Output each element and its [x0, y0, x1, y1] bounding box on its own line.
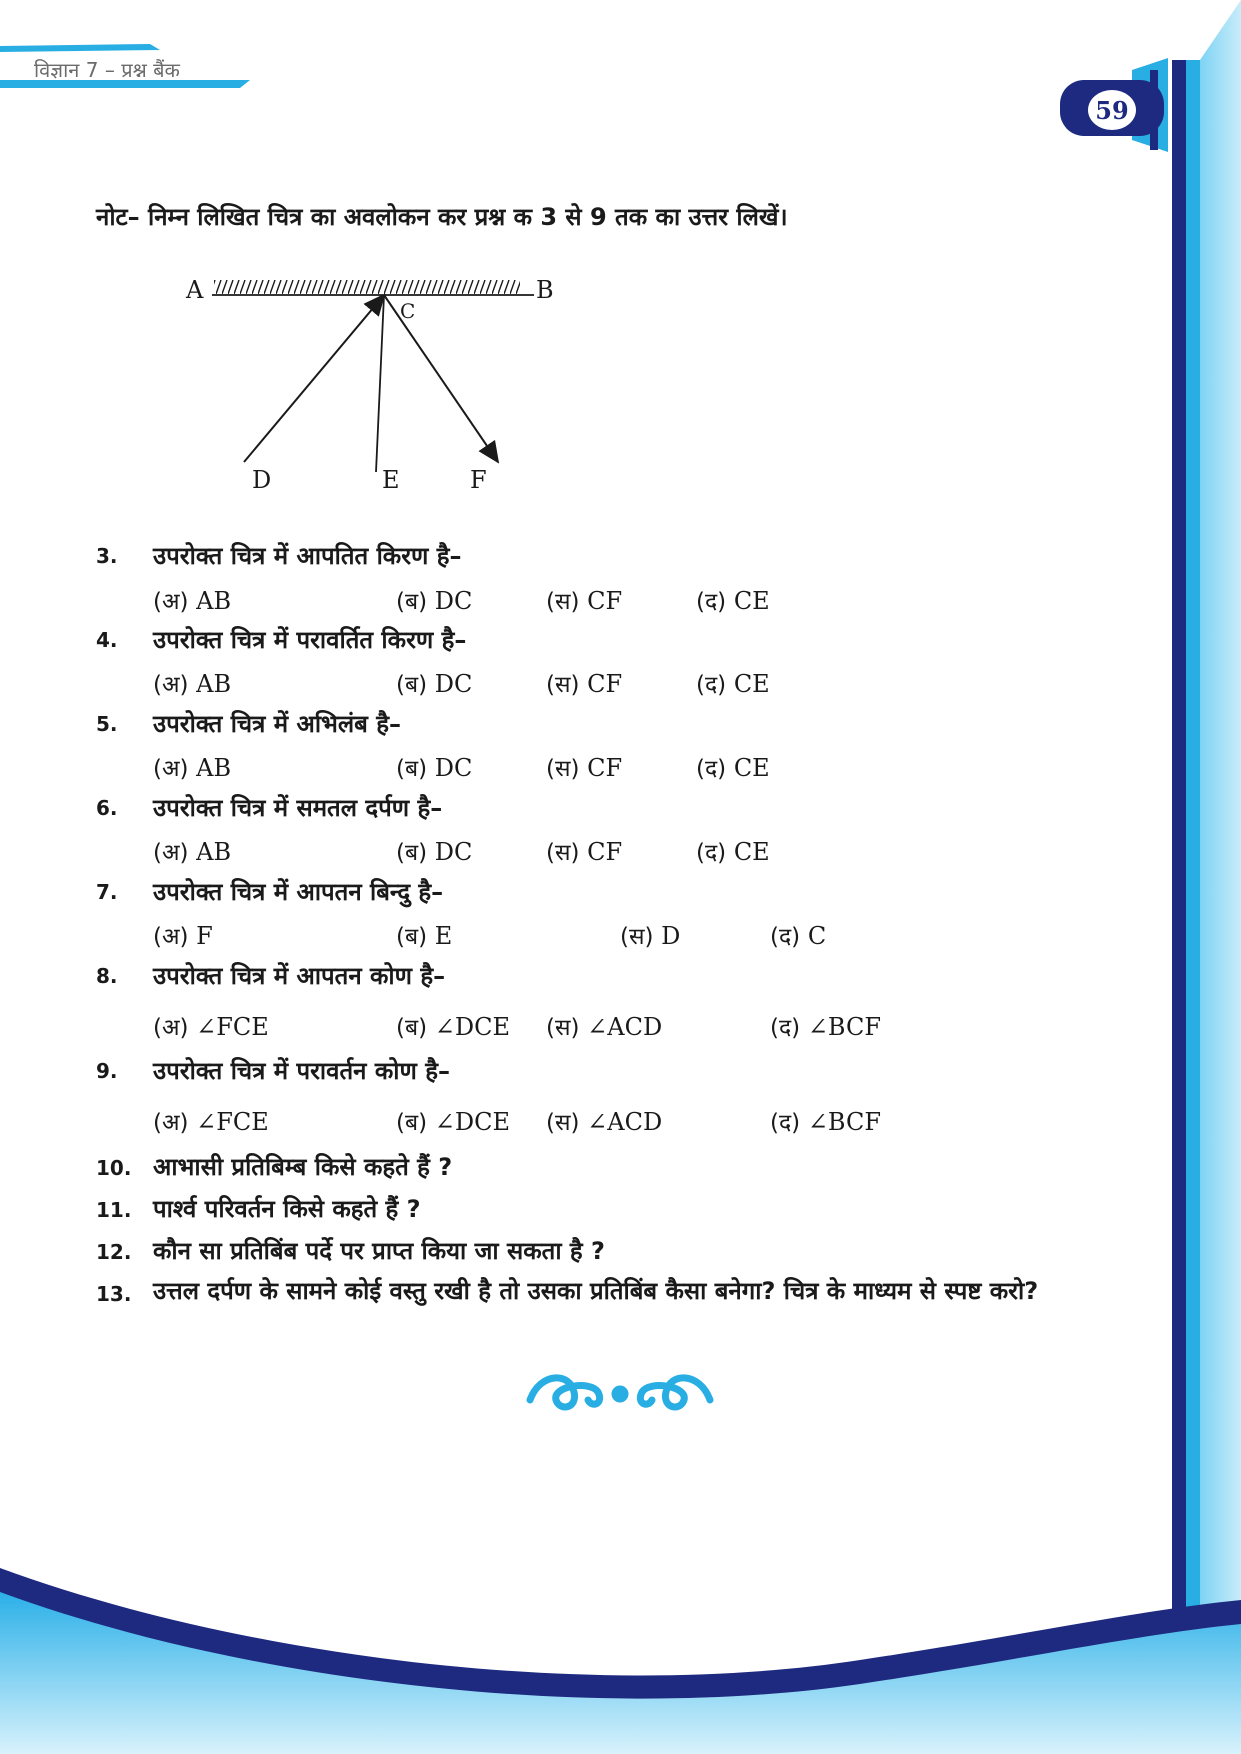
- option-a: (अ) F: [153, 922, 213, 950]
- option-d: (द) ∠BCF: [770, 1108, 882, 1136]
- question-text: उपरोक्त चित्र में समतल दर्पण है–: [153, 794, 443, 822]
- label-e: E: [382, 466, 400, 494]
- option-c: (स) ∠ACD: [546, 1013, 663, 1041]
- side-band: [1200, 0, 1241, 1754]
- header-strip: [0, 44, 160, 52]
- label-c: C: [400, 299, 416, 323]
- page-tab-edge: [1150, 70, 1158, 150]
- option-c: (स) CF: [546, 587, 623, 615]
- option-b: (ब) DC: [396, 670, 473, 698]
- option-c: (स) D: [620, 922, 681, 950]
- question-text: उपरोक्त चित्र में आपतन कोण है–: [153, 962, 446, 990]
- question-number: 11.: [96, 1198, 132, 1222]
- option-d: (द) CE: [696, 670, 770, 698]
- label-b: B: [536, 276, 554, 304]
- label-a: A: [186, 276, 204, 304]
- question-text: कौन सा प्रतिबिंब पर्दे पर प्राप्त किया जा सकता है ?: [153, 1237, 605, 1265]
- option-c: (स) CF: [546, 754, 623, 782]
- question-number: 7.: [96, 880, 118, 904]
- question-number: 8.: [96, 964, 118, 988]
- option-b: (ब) ∠DCE: [396, 1013, 510, 1041]
- option-d: (द) C: [770, 922, 827, 950]
- ornament-icon: [530, 1378, 710, 1407]
- option-d: (द) CE: [696, 587, 770, 615]
- question-text: आभासी प्रतिबिम्ब किसे कहते हैं ?: [153, 1153, 453, 1181]
- question-text: पार्श्व परिवर्तन किसे कहते हैं ?: [153, 1195, 421, 1223]
- question-text: उत्तल दर्पण के सामने कोई वस्तु रखी है तो उसका प्रतिबिंब कैसा बनेगा? चित्र के माध्यम से स्पष्ट करो?: [153, 1277, 1039, 1305]
- option-d: (द) CE: [696, 838, 770, 866]
- option-d: (द) ∠BCF: [770, 1013, 882, 1041]
- question-number: 9.: [96, 1059, 118, 1083]
- option-c: (स) CF: [546, 838, 623, 866]
- side-dark-bar: [1172, 60, 1186, 1620]
- page-number: 59: [1088, 90, 1136, 130]
- question-number: 6.: [96, 796, 118, 820]
- option-a: (अ) AB: [153, 587, 232, 615]
- label-f: F: [470, 466, 487, 494]
- option-c: (स) CF: [546, 670, 623, 698]
- bottom-wave-light: [0, 1592, 1241, 1754]
- option-a: (अ) AB: [153, 838, 232, 866]
- question-text: उपरोक्त चित्र में आपतित किरण है–: [153, 542, 462, 570]
- incident-ray-dc: [244, 295, 384, 462]
- option-c: (स) ∠ACD: [546, 1108, 663, 1136]
- question-number: 4.: [96, 628, 118, 652]
- option-a: (अ) ∠FCE: [153, 1013, 269, 1041]
- normal-ce: [376, 295, 384, 472]
- option-a: (अ) ∠FCE: [153, 1108, 269, 1136]
- option-d: (द) CE: [696, 754, 770, 782]
- reflection-diagram: [180, 266, 560, 496]
- book-title: विज्ञान 7 – प्रश्न बैंक: [34, 58, 180, 82]
- side-light-bar: [1186, 60, 1200, 1620]
- question-number: 10.: [96, 1156, 132, 1180]
- option-b: (ब) E: [396, 922, 453, 950]
- question-number: 3.: [96, 544, 118, 568]
- note-text: नोट– निम्न लिखित चित्र का अवलोकन कर प्रश्न क 3 से 9 तक का उत्तर लिखें।: [96, 203, 788, 231]
- question-text: उपरोक्त चित्र में आपतन बिन्दु है–: [153, 878, 444, 906]
- question-text: उपरोक्त चित्र में परावर्तित किरण है–: [153, 626, 467, 654]
- option-b: (ब) DC: [396, 754, 473, 782]
- mirror-hatching: [214, 280, 520, 294]
- question-number: 13.: [96, 1282, 132, 1306]
- question-text: उपरोक्त चित्र में परावर्तन कोण है–: [153, 1057, 450, 1085]
- option-b: (ब) DC: [396, 587, 473, 615]
- question-number: 5.: [96, 712, 118, 736]
- option-a: (अ) AB: [153, 754, 232, 782]
- option-b: (ब) DC: [396, 838, 473, 866]
- label-d: D: [252, 466, 272, 494]
- question-text: उपरोक्त चित्र में अभिलंब है–: [153, 710, 401, 738]
- option-b: (ब) ∠DCE: [396, 1108, 510, 1136]
- option-a: (अ) AB: [153, 670, 232, 698]
- question-number: 12.: [96, 1240, 132, 1264]
